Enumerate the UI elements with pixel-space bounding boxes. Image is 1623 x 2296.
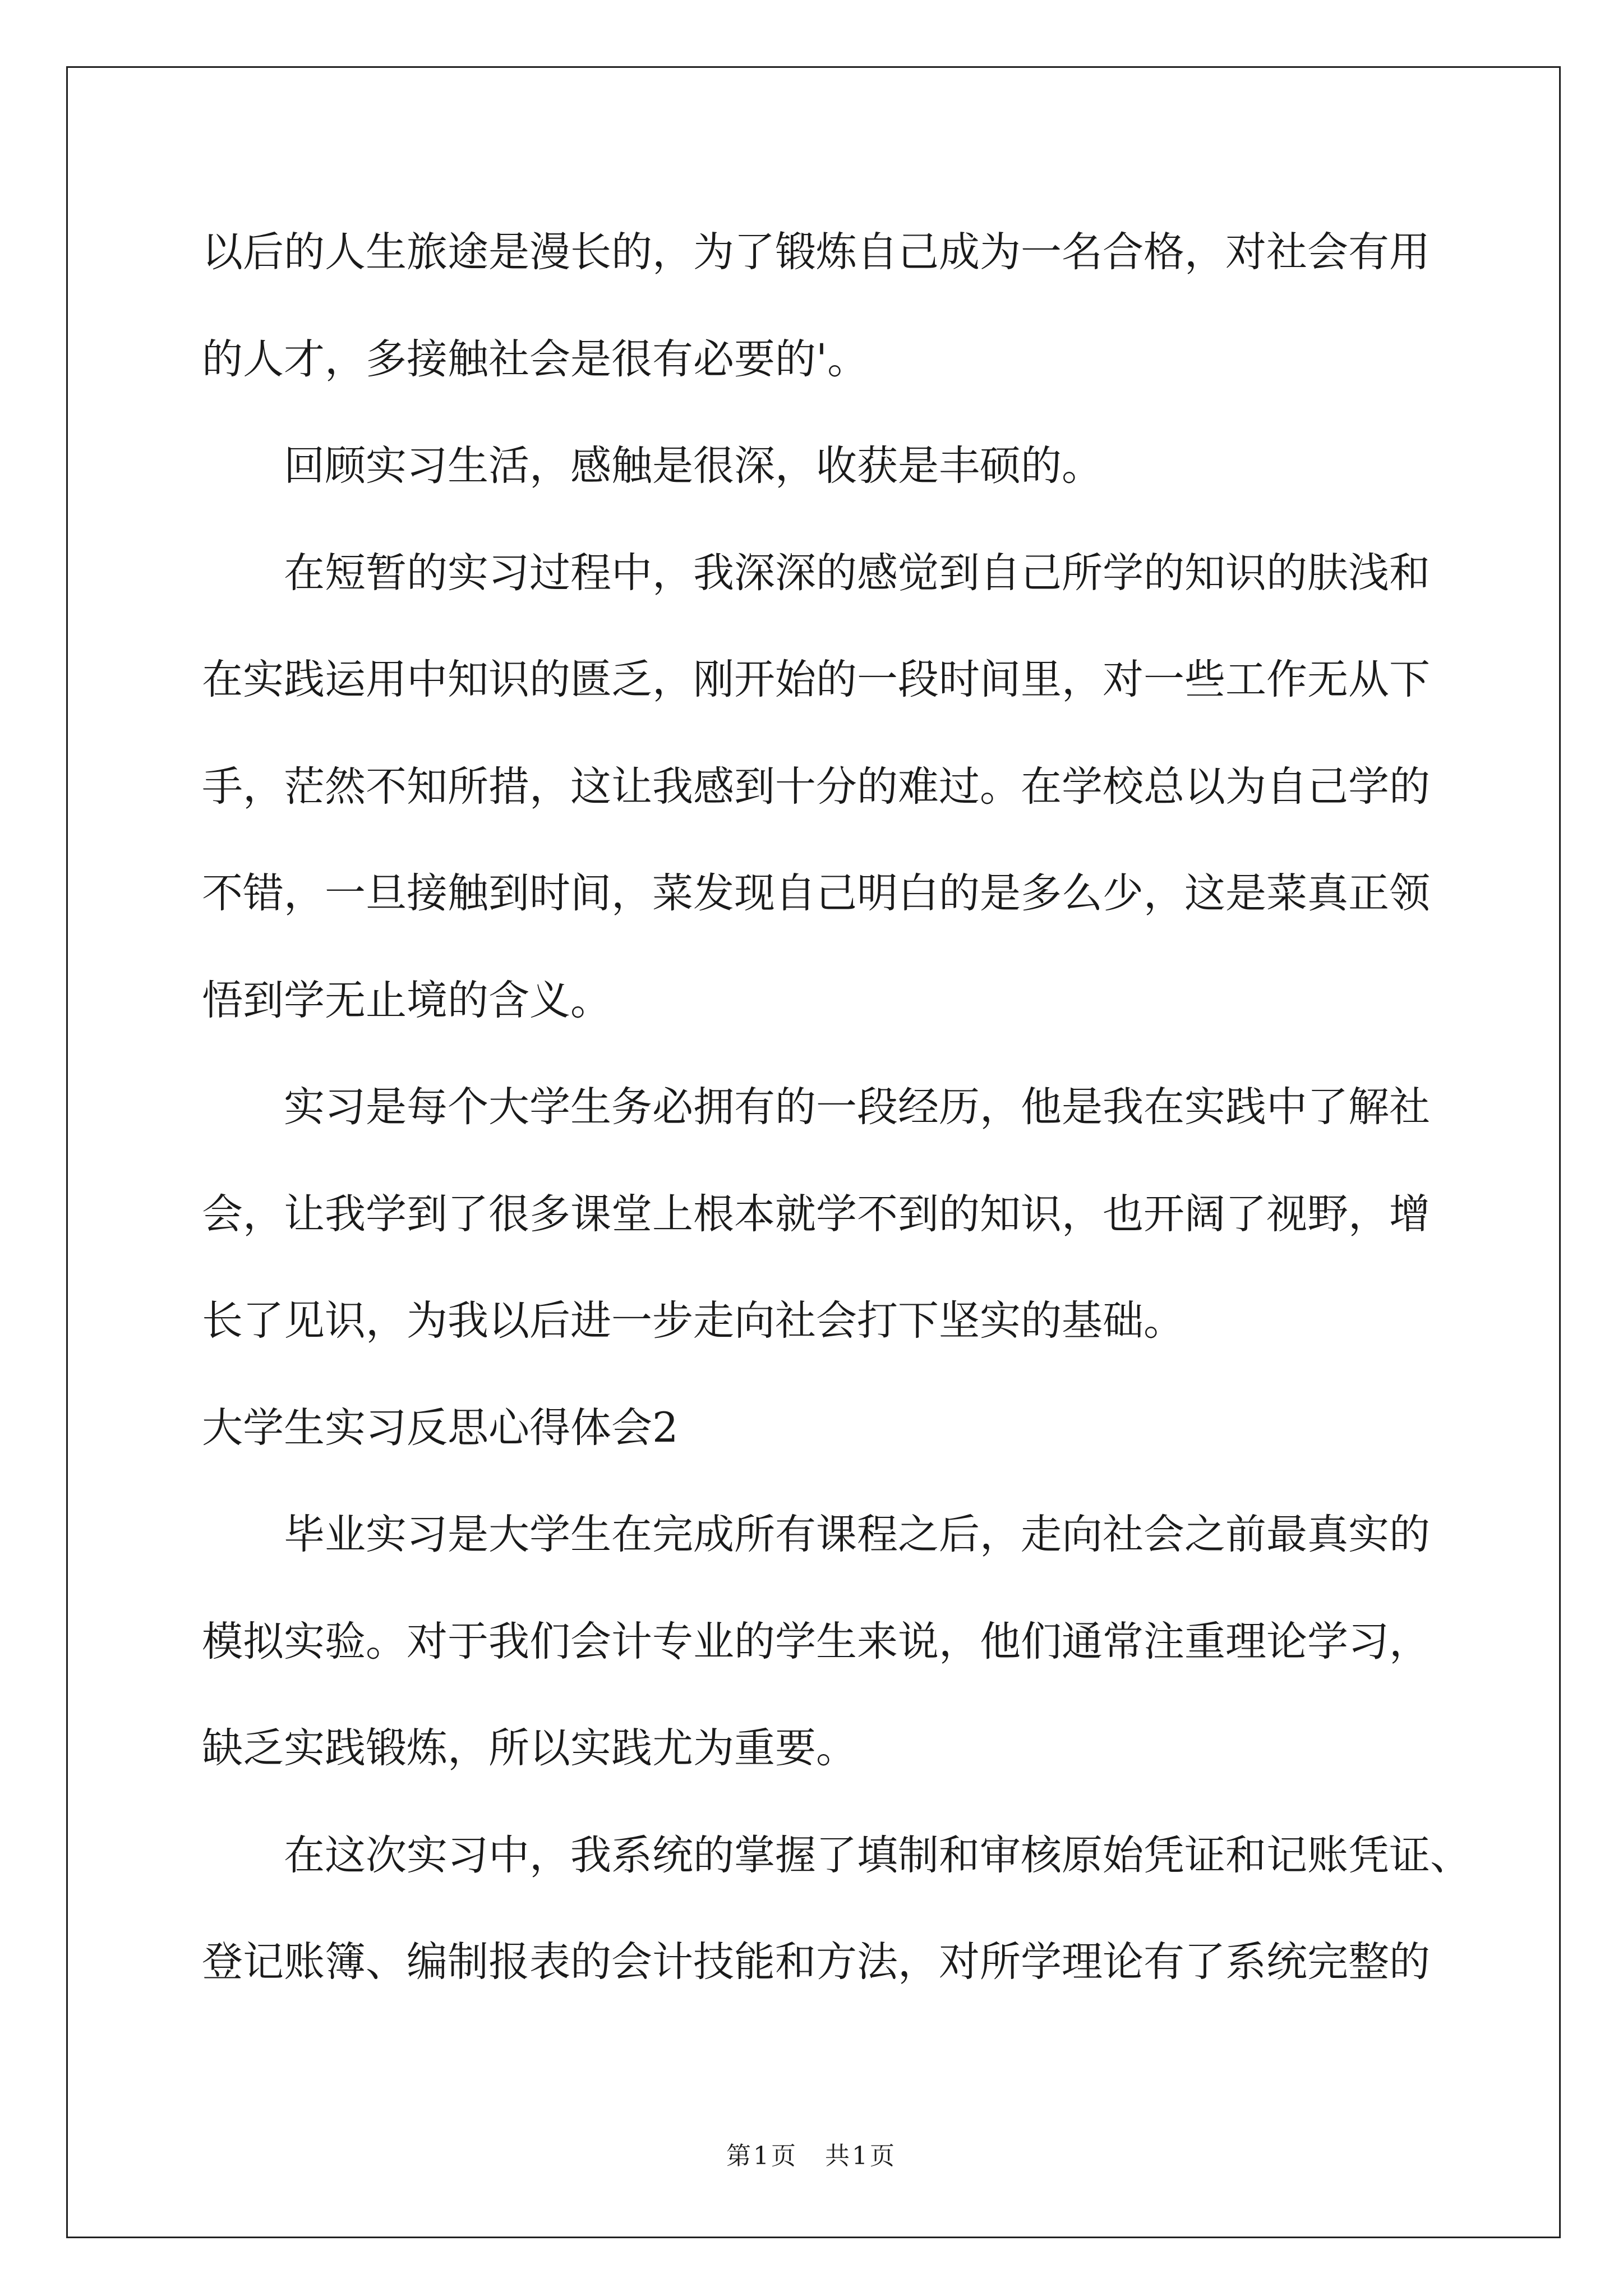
paragraph-line: 的人才，多接触社会是很有必要的'。 <box>202 335 869 383</box>
paragraph <box>202 413 1525 520</box>
paragraph-line: 以后的人生旅途是漫长的，为了锻炼自己成为一名合格，对社会有用 <box>202 228 1430 276</box>
paragraph-line: 长了见识，为我以后进一步走向社会打下坚实的基础。 <box>202 1297 1184 1345</box>
page-number-footer: 第1页 共1页 <box>726 2142 897 2170</box>
paragraph-line: 回顾实习生活，感触是很深，收获是丰硕的。 <box>284 442 1103 490</box>
paragraph <box>202 199 1525 413</box>
paragraph-line: 毕业实习是大学生在完成所有课程之后，走向社会之前最真实的 <box>284 1511 1430 1558</box>
paragraph-line: 模拟实验。对于我们会计专业的学生来说，他们通常注重理论学习， <box>202 1617 1430 1665</box>
paragraph <box>202 520 1525 1055</box>
paragraph-line: 登记账簿、编制报表的会计技能和方法，对所学理论有了系统完整的 <box>202 1938 1430 1986</box>
paragraph-line: 在实践运用中知识的匮乏，刚开始的一段时间里，对一些工作无从下 <box>202 656 1430 703</box>
paragraph-line: 在短暂的实习过程中，我深深的感觉到自己所学的知识的肤浅和 <box>284 549 1430 597</box>
paragraph-line: 实习是每个大学生务必拥有的一段经历，他是我在实践中了解社 <box>284 1083 1430 1131</box>
paragraph-line: 在这次实习中，我系统的掌握了填制和审核原始凭证和记账凭证、 <box>284 1831 1471 1879</box>
paragraph-line: 会，让我学到了很多课堂上根本就学不到的知识，也开阔了视野，增 <box>202 1190 1430 1238</box>
paragraph-line: 缺乏实践锻炼，所以实践尤为重要。 <box>202 1724 857 1772</box>
paragraph <box>202 1054 1525 1375</box>
paragraph-line: 不错，一旦接触到时间，菜发现自己明白的是多么少，这是菜真正领 <box>202 869 1430 917</box>
section-heading: 大学生实习反思心得体会2 <box>202 1404 679 1452</box>
paragraph-line: 悟到学无止境的含义。 <box>202 976 611 1024</box>
document-body <box>202 199 1525 2016</box>
paragraph <box>202 1802 1525 2016</box>
paragraph <box>202 1481 1525 1802</box>
paragraph-line: 手，茫然不知所措，这让我感到十分的难过。在学校总以为自己学的 <box>202 762 1430 811</box>
